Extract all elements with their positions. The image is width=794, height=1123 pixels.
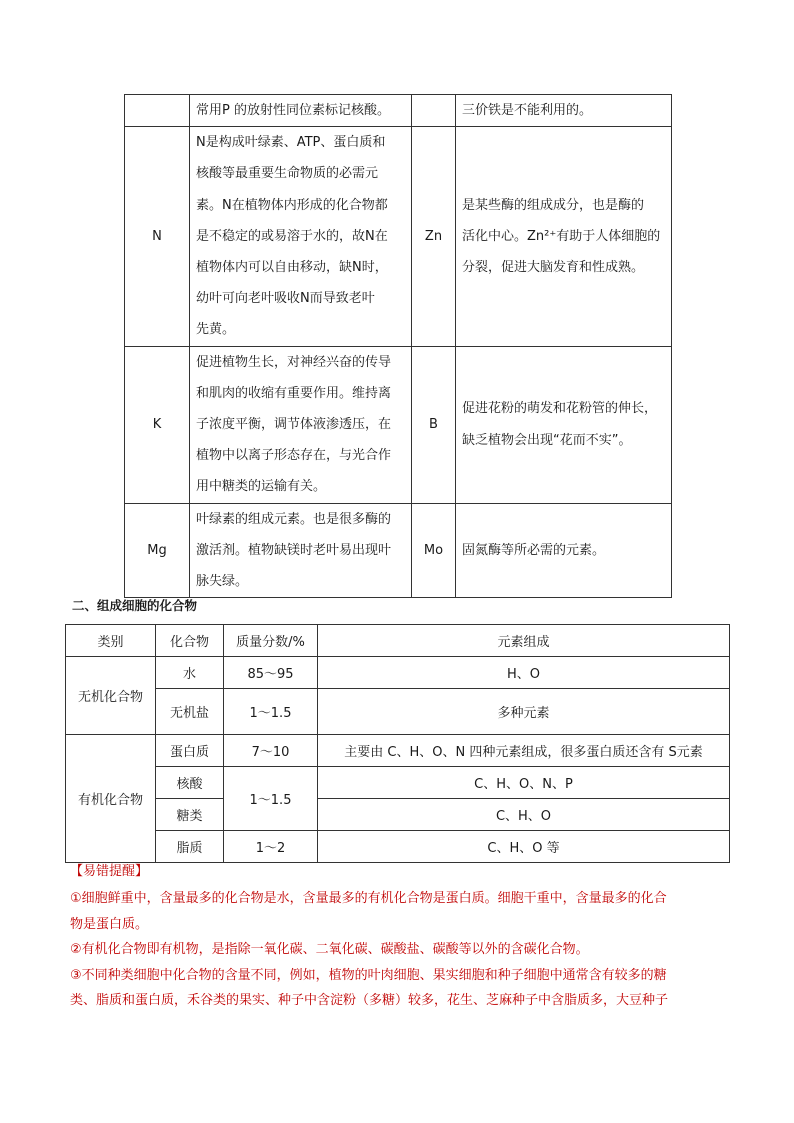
table-row [66,657,730,689]
table-row [66,799,730,831]
element-description: 促进花粉的萌发和花粉管的伸长， 缺乏植物会出现“花而不实”。 [456,346,672,503]
table-row [125,95,672,127]
tip-line: ②有机化合物即有机物，是指除一氧化碳、二氧化碳、碳酸盐、碳酸等以外的含碳化合物。 [70,942,589,957]
header-compound: 化合物 [156,625,224,657]
element-composition: H、O [318,657,730,689]
error-prone-tips [70,862,728,1014]
mass-fraction: 1～1.5 [224,689,318,735]
mass-fraction: 1～1.5 [224,767,318,831]
element-composition: C、H、O [318,799,730,831]
tip-line: 类、脂质和蛋白质，禾谷类的果实、种子中含淀粉（多糖）较多，花生、芝麻种子中含脂质多，大豆种子 [70,993,669,1008]
element-description: 固氮酶等所必需的元素。 [456,503,672,598]
element-cell: N [125,127,190,346]
compound-name: 核酸 [156,767,224,799]
table-row [66,831,730,863]
compound-name: 脂质 [156,831,224,863]
element-function-table [124,94,672,598]
compound-table [65,624,730,863]
mass-fraction: 7～10 [224,735,318,767]
element-cell: B [412,346,456,503]
element-composition: C、H、O、N、P [318,767,730,799]
tip-line: ①细胞鲜重中，含量最多的化合物是水，含量最多的有机化合物是蛋白质。细胞干重中，含量最多的化合 [70,891,667,906]
category-inorganic: 无机化合物 [66,657,156,735]
tips-title: 【易错提醒】 [70,864,149,879]
mass-fraction: 85～95 [224,657,318,689]
compound-name: 无机盐 [156,689,224,735]
mass-fraction: 1～2 [224,831,318,863]
element-cell: Mg [125,503,190,598]
category-organic: 有机化合物 [66,735,156,863]
header-category: 类别 [66,625,156,657]
table-row [125,127,672,346]
section-heading: 二、组成细胞的化合物 [72,598,198,613]
element-description: 促进植物生长，对神经兴奋的传导 和肌肉的收缩有重要作用。维持离 子浓度平衡，调节体液渗透压，在 植物中以离子形态存在，与光合作 用中糖类的运输有关。 [190,346,412,503]
tip-line: 物是蛋白质。 [70,916,149,932]
element-cell: Mo [412,503,456,598]
element-description: 常用P 的放射性同位素标记核酸。 [190,95,412,127]
tip-line: ③不同种类细胞中化合物的含量不同，例如，植物的叶肉细胞、果实细胞和种子细胞中通常含有较多的糖 [70,967,667,983]
element-description: 是某些酶的组成成分，也是酶的 活化中心。Zn²⁺有助于人体细胞的 分裂，促进大脑发育和性成熟。 [456,127,672,346]
table-row [125,346,672,503]
header-element-composition: 元素组成 [318,625,730,657]
element-composition: C、H、O 等 [318,831,730,863]
compound-name: 蛋白质 [156,735,224,767]
compound-name: 糖类 [156,799,224,831]
element-description: 三价铁是不能利用的。 [456,95,672,127]
element-description: 叶绿素的组成元素。也是很多酶的 激活剂。植物缺镁时老叶易出现叶 脉失绿。 [190,503,412,598]
compound-name: 水 [156,657,224,689]
element-cell [412,95,456,127]
table-row [66,767,730,799]
element-composition: 主要由 C、H、O、N 四种元素组成，很多蛋白质还含有 S元素 [318,735,730,767]
element-description: N是构成叶绿素、ATP、蛋白质和 核酸等最重要生命物质的必需元 素。N在植物体内形成的化合物都 是不稳定的或易溶于水的，故N在 植物体内可以自由移动，缺N时， 幼叶可向老叶吸收N而导致老叶 先黄。 [190,127,412,346]
element-composition: 多种元素 [318,689,730,735]
element-cell [125,95,190,127]
element-cell: K [125,346,190,503]
element-cell: Zn [412,127,456,346]
table-header-row [66,625,730,657]
table-row [66,735,730,767]
header-mass-fraction: 质量分数/% [224,625,318,657]
table-row [125,503,672,598]
table-row [66,689,730,735]
